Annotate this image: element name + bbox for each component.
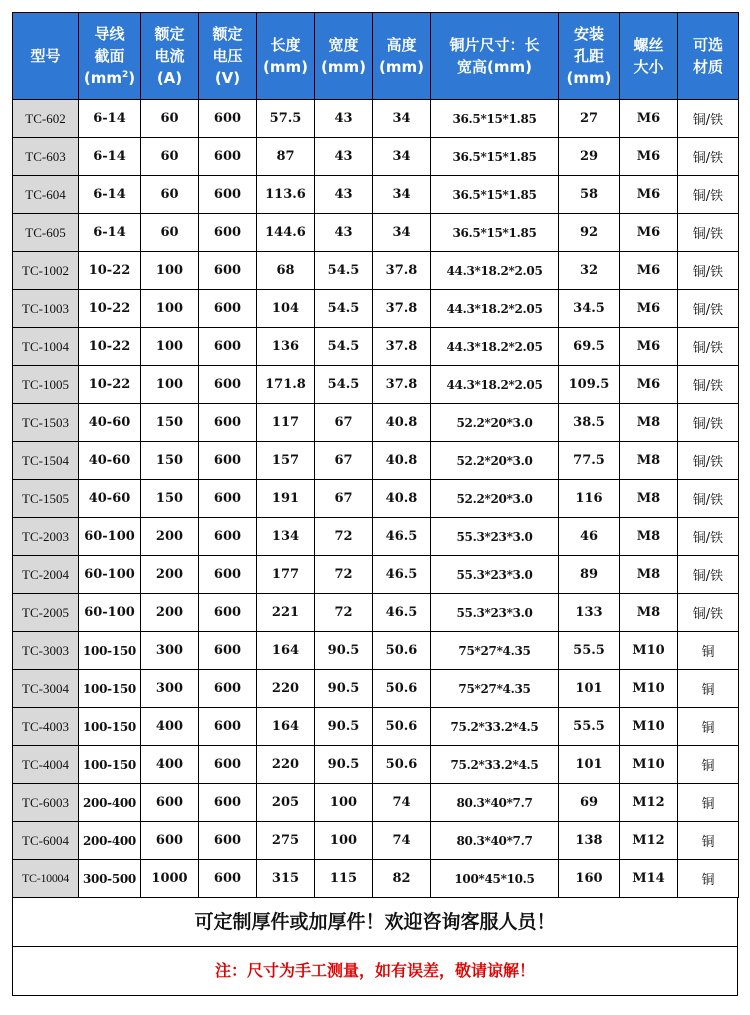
table-row — [13, 366, 739, 404]
mounting-pitch-cell: 27 — [559, 100, 620, 138]
rated-voltage-cell: 600 — [199, 746, 257, 784]
table-row — [13, 708, 739, 746]
model-cell: TC-10004 — [13, 860, 79, 898]
height-cell: 34 — [373, 100, 431, 138]
rated-current-cell: 100 — [141, 366, 199, 404]
table-row — [13, 860, 739, 898]
header-length: 长度 (mm) — [257, 13, 315, 100]
material-cell: 铜/铁 — [678, 404, 739, 442]
rated-voltage-cell: 600 — [199, 442, 257, 480]
copper-size-cell: 52.2*20*3.0 — [431, 442, 559, 480]
model-cell: TC-3004 — [13, 670, 79, 708]
material-cell: 铜/铁 — [678, 214, 739, 252]
screw-size-cell: M6 — [620, 100, 678, 138]
length-cell: 117 — [257, 404, 315, 442]
model-cell: TC-1002 — [13, 252, 79, 290]
table-row — [13, 442, 739, 480]
width-cell: 90.5 — [315, 632, 373, 670]
height-cell: 50.6 — [373, 746, 431, 784]
length-cell: 171.8 — [257, 366, 315, 404]
screw-size-cell: M8 — [620, 518, 678, 556]
mounting-pitch-cell: 46 — [559, 518, 620, 556]
model-cell: TC-4004 — [13, 746, 79, 784]
width-cell: 90.5 — [315, 670, 373, 708]
material-cell: 铜/铁 — [678, 138, 739, 176]
table-row — [13, 176, 739, 214]
model-cell: TC-604 — [13, 176, 79, 214]
height-cell: 40.8 — [373, 404, 431, 442]
screw-size-cell: M14 — [620, 860, 678, 898]
screw-size-cell: M8 — [620, 480, 678, 518]
mounting-pitch-cell: 77.5 — [559, 442, 620, 480]
screw-size-cell: M10 — [620, 746, 678, 784]
length-cell: 315 — [257, 860, 315, 898]
length-cell: 220 — [257, 746, 315, 784]
copper-size-cell: 44.3*18.2*2.05 — [431, 328, 559, 366]
table-header — [13, 13, 739, 100]
copper-size-cell: 44.3*18.2*2.05 — [431, 366, 559, 404]
mounting-pitch-cell: 69.5 — [559, 328, 620, 366]
mounting-pitch-cell: 32 — [559, 252, 620, 290]
material-cell: 铜/铁 — [678, 518, 739, 556]
wire-section-cell: 6-14 — [79, 214, 141, 252]
model-cell: TC-4003 — [13, 708, 79, 746]
screw-size-cell: M8 — [620, 404, 678, 442]
rated-voltage-cell: 600 — [199, 328, 257, 366]
model-cell: TC-602 — [13, 100, 79, 138]
copper-size-cell: 55.3*23*3.0 — [431, 518, 559, 556]
wire-section-cell: 200-400 — [79, 822, 141, 860]
spec-sheet — [12, 12, 738, 996]
length-cell: 57.5 — [257, 100, 315, 138]
length-cell: 221 — [257, 594, 315, 632]
table-row — [13, 138, 739, 176]
rated-voltage-cell: 600 — [199, 632, 257, 670]
terminal-block-spec-table — [12, 12, 739, 898]
header-rated-voltage: 额定 电压 (V) — [199, 13, 257, 100]
rated-voltage-cell: 600 — [199, 214, 257, 252]
header-copper-size: 铜片尺寸：长 宽高(mm) — [431, 13, 559, 100]
screw-size-cell: M6 — [620, 366, 678, 404]
header-screw-size: 螺丝 大小 — [620, 13, 678, 100]
mounting-pitch-cell: 133 — [559, 594, 620, 632]
wire-section-cell: 100-150 — [79, 632, 141, 670]
width-cell: 100 — [315, 822, 373, 860]
rated-current-cell: 150 — [141, 442, 199, 480]
copper-size-cell: 100*45*10.5 — [431, 860, 559, 898]
copper-size-cell: 80.3*40*7.7 — [431, 822, 559, 860]
table-body — [13, 100, 739, 898]
rated-voltage-cell: 600 — [199, 480, 257, 518]
rated-current-cell: 400 — [141, 708, 199, 746]
rated-current-cell: 1000 — [141, 860, 199, 898]
table-row — [13, 632, 739, 670]
table-row — [13, 404, 739, 442]
rated-current-cell: 200 — [141, 518, 199, 556]
width-cell: 43 — [315, 100, 373, 138]
table-row — [13, 594, 739, 632]
wire-section-cell: 10-22 — [79, 290, 141, 328]
screw-size-cell: M12 — [620, 784, 678, 822]
material-cell: 铜/铁 — [678, 290, 739, 328]
rated-voltage-cell: 600 — [199, 518, 257, 556]
model-cell: TC-1503 — [13, 404, 79, 442]
header-height: 高度 (mm) — [373, 13, 431, 100]
copper-size-cell: 55.3*23*3.0 — [431, 594, 559, 632]
height-cell: 50.6 — [373, 708, 431, 746]
copper-size-cell: 36.5*15*1.85 — [431, 100, 559, 138]
notes-box — [12, 898, 738, 996]
material-cell: 铜 — [678, 784, 739, 822]
material-cell: 铜/铁 — [678, 556, 739, 594]
mounting-pitch-cell: 89 — [559, 556, 620, 594]
table-row — [13, 746, 739, 784]
mounting-pitch-cell: 101 — [559, 746, 620, 784]
height-cell: 34 — [373, 214, 431, 252]
wire-section-cell: 200-400 — [79, 784, 141, 822]
length-cell: 113.6 — [257, 176, 315, 214]
mounting-pitch-cell: 55.5 — [559, 632, 620, 670]
copper-size-cell: 55.3*23*3.0 — [431, 556, 559, 594]
copper-size-cell: 75.2*33.2*4.5 — [431, 746, 559, 784]
screw-size-cell: M6 — [620, 328, 678, 366]
screw-size-cell: M6 — [620, 138, 678, 176]
header-row — [13, 13, 739, 100]
copper-size-cell: 52.2*20*3.0 — [431, 404, 559, 442]
model-cell: TC-603 — [13, 138, 79, 176]
wire-section-cell: 300-500 — [79, 860, 141, 898]
height-cell: 34 — [373, 138, 431, 176]
width-cell: 43 — [315, 176, 373, 214]
model-cell: TC-6003 — [13, 784, 79, 822]
model-cell: TC-2004 — [13, 556, 79, 594]
material-cell: 铜/铁 — [678, 594, 739, 632]
height-cell: 37.8 — [373, 366, 431, 404]
screw-size-cell: M8 — [620, 442, 678, 480]
screw-size-cell: M10 — [620, 632, 678, 670]
screw-size-cell: M6 — [620, 290, 678, 328]
height-cell: 82 — [373, 860, 431, 898]
material-cell: 铜 — [678, 632, 739, 670]
width-cell: 90.5 — [315, 708, 373, 746]
copper-size-cell: 75*27*4.35 — [431, 632, 559, 670]
length-cell: 164 — [257, 708, 315, 746]
table-row — [13, 100, 739, 138]
height-cell: 34 — [373, 176, 431, 214]
table-row — [13, 822, 739, 860]
material-cell: 铜/铁 — [678, 328, 739, 366]
rated-voltage-cell: 600 — [199, 822, 257, 860]
model-cell: TC-1504 — [13, 442, 79, 480]
material-cell: 铜 — [678, 746, 739, 784]
wire-section-cell: 6-14 — [79, 176, 141, 214]
height-cell: 40.8 — [373, 480, 431, 518]
header-mounting-pitch: 安装 孔距 (mm) — [559, 13, 620, 100]
mounting-pitch-cell: 116 — [559, 480, 620, 518]
length-cell: 205 — [257, 784, 315, 822]
wire-section-cell: 40-60 — [79, 404, 141, 442]
copper-size-cell: 75.2*33.2*4.5 — [431, 708, 559, 746]
rated-current-cell: 100 — [141, 328, 199, 366]
model-cell: TC-2003 — [13, 518, 79, 556]
mounting-pitch-cell: 38.5 — [559, 404, 620, 442]
table-row — [13, 556, 739, 594]
wire-section-cell: 40-60 — [79, 442, 141, 480]
height-cell: 74 — [373, 784, 431, 822]
wire-section-cell: 10-22 — [79, 252, 141, 290]
customize-note: 可定制厚件或加厚件！欢迎咨询客服人员！ — [13, 898, 737, 947]
rated-current-cell: 60 — [141, 176, 199, 214]
mounting-pitch-cell: 101 — [559, 670, 620, 708]
material-cell: 铜 — [678, 860, 739, 898]
height-cell: 37.8 — [373, 252, 431, 290]
copper-size-cell: 80.3*40*7.7 — [431, 784, 559, 822]
screw-size-cell: M8 — [620, 594, 678, 632]
wire-section-cell: 100-150 — [79, 670, 141, 708]
table-row — [13, 480, 739, 518]
header-model: 型号 — [13, 13, 79, 100]
rated-voltage-cell: 600 — [199, 670, 257, 708]
length-cell: 275 — [257, 822, 315, 860]
length-cell: 136 — [257, 328, 315, 366]
rated-current-cell: 60 — [141, 214, 199, 252]
rated-current-cell: 150 — [141, 404, 199, 442]
width-cell: 54.5 — [315, 252, 373, 290]
model-cell: TC-1003 — [13, 290, 79, 328]
height-cell: 74 — [373, 822, 431, 860]
length-cell: 68 — [257, 252, 315, 290]
wire-section-cell: 60-100 — [79, 594, 141, 632]
table-row — [13, 784, 739, 822]
width-cell: 67 — [315, 404, 373, 442]
rated-current-cell: 150 — [141, 480, 199, 518]
rated-voltage-cell: 600 — [199, 556, 257, 594]
model-cell: TC-605 — [13, 214, 79, 252]
length-cell: 87 — [257, 138, 315, 176]
mounting-pitch-cell: 55.5 — [559, 708, 620, 746]
header-width: 宽度 (mm) — [315, 13, 373, 100]
mounting-pitch-cell: 138 — [559, 822, 620, 860]
material-cell: 铜/铁 — [678, 176, 739, 214]
screw-size-cell: M6 — [620, 214, 678, 252]
wire-section-cell: 6-14 — [79, 100, 141, 138]
width-cell: 54.5 — [315, 328, 373, 366]
length-cell: 144.6 — [257, 214, 315, 252]
length-cell: 104 — [257, 290, 315, 328]
width-cell: 72 — [315, 594, 373, 632]
width-cell: 43 — [315, 214, 373, 252]
material-cell: 铜/铁 — [678, 366, 739, 404]
table-row — [13, 518, 739, 556]
wire-section-cell: 60-100 — [79, 556, 141, 594]
rated-current-cell: 200 — [141, 594, 199, 632]
copper-size-cell: 44.3*18.2*2.05 — [431, 290, 559, 328]
wire-section-cell: 10-22 — [79, 366, 141, 404]
model-cell: TC-2005 — [13, 594, 79, 632]
width-cell: 72 — [315, 518, 373, 556]
screw-size-cell: M8 — [620, 556, 678, 594]
header-material: 可选 材质 — [678, 13, 739, 100]
length-cell: 220 — [257, 670, 315, 708]
material-cell: 铜 — [678, 822, 739, 860]
model-cell: TC-1505 — [13, 480, 79, 518]
material-cell: 铜/铁 — [678, 252, 739, 290]
mounting-pitch-cell: 160 — [559, 860, 620, 898]
width-cell: 67 — [315, 442, 373, 480]
height-cell: 37.8 — [373, 328, 431, 366]
table-row — [13, 290, 739, 328]
screw-size-cell: M12 — [620, 822, 678, 860]
height-cell: 46.5 — [373, 518, 431, 556]
width-cell: 90.5 — [315, 746, 373, 784]
copper-size-cell: 36.5*15*1.85 — [431, 214, 559, 252]
width-cell: 67 — [315, 480, 373, 518]
header-rated-current: 额定 电流 (A) — [141, 13, 199, 100]
wire-section-cell: 100-150 — [79, 708, 141, 746]
screw-size-cell: M6 — [620, 252, 678, 290]
screw-size-cell: M10 — [620, 708, 678, 746]
model-cell: TC-1004 — [13, 328, 79, 366]
table-row — [13, 670, 739, 708]
measurement-disclaimer: 注：尺寸为手工测量，如有误差，敬请谅解！ — [214, 961, 535, 980]
copper-size-cell: 52.2*20*3.0 — [431, 480, 559, 518]
height-cell: 46.5 — [373, 594, 431, 632]
rated-current-cell: 600 — [141, 822, 199, 860]
width-cell: 115 — [315, 860, 373, 898]
width-cell: 72 — [315, 556, 373, 594]
height-cell: 46.5 — [373, 556, 431, 594]
copper-size-cell: 44.3*18.2*2.05 — [431, 252, 559, 290]
rated-voltage-cell: 600 — [199, 290, 257, 328]
mounting-pitch-cell: 29 — [559, 138, 620, 176]
length-cell: 177 — [257, 556, 315, 594]
length-cell: 191 — [257, 480, 315, 518]
wire-section-cell: 100-150 — [79, 746, 141, 784]
rated-voltage-cell: 600 — [199, 138, 257, 176]
rated-current-cell: 60 — [141, 100, 199, 138]
table-row — [13, 328, 739, 366]
material-cell: 铜/铁 — [678, 100, 739, 138]
mounting-pitch-cell: 92 — [559, 214, 620, 252]
height-cell: 50.6 — [373, 632, 431, 670]
rated-voltage-cell: 600 — [199, 100, 257, 138]
length-cell: 134 — [257, 518, 315, 556]
wire-section-cell: 40-60 — [79, 480, 141, 518]
material-cell: 铜 — [678, 670, 739, 708]
rated-current-cell: 60 — [141, 138, 199, 176]
mounting-pitch-cell: 109.5 — [559, 366, 620, 404]
material-cell: 铜 — [678, 708, 739, 746]
rated-current-cell: 200 — [141, 556, 199, 594]
material-cell: 铜/铁 — [678, 442, 739, 480]
height-cell: 37.8 — [373, 290, 431, 328]
rated-current-cell: 100 — [141, 290, 199, 328]
height-cell: 40.8 — [373, 442, 431, 480]
header-wire-section: 导线 截面 $(mm^2)$ — [79, 13, 141, 100]
mounting-pitch-cell: 58 — [559, 176, 620, 214]
width-cell: 54.5 — [315, 290, 373, 328]
rated-voltage-cell: 600 — [199, 252, 257, 290]
wire-section-cell: 10-22 — [79, 328, 141, 366]
screw-size-cell: M10 — [620, 670, 678, 708]
table-row — [13, 252, 739, 290]
rated-voltage-cell: 600 — [199, 860, 257, 898]
length-cell: 164 — [257, 632, 315, 670]
model-cell: TC-3003 — [13, 632, 79, 670]
rated-current-cell: 400 — [141, 746, 199, 784]
material-cell: 铜/铁 — [678, 480, 739, 518]
copper-size-cell: 36.5*15*1.85 — [431, 176, 559, 214]
width-cell: 43 — [315, 138, 373, 176]
mounting-pitch-cell: 34.5 — [559, 290, 620, 328]
length-cell: 157 — [257, 442, 315, 480]
wire-section-cell: 6-14 — [79, 138, 141, 176]
rated-current-cell: 300 — [141, 632, 199, 670]
rated-current-cell: 600 — [141, 784, 199, 822]
rated-voltage-cell: 600 — [199, 784, 257, 822]
rated-voltage-cell: 600 — [199, 708, 257, 746]
wire-section-cell: 60-100 — [79, 518, 141, 556]
mounting-pitch-cell: 69 — [559, 784, 620, 822]
width-cell: 100 — [315, 784, 373, 822]
model-cell: TC-6004 — [13, 822, 79, 860]
rated-current-cell: 100 — [141, 252, 199, 290]
width-cell: 54.5 — [315, 366, 373, 404]
table-row — [13, 214, 739, 252]
screw-size-cell: M6 — [620, 176, 678, 214]
copper-size-cell: 75*27*4.35 — [431, 670, 559, 708]
rated-current-cell: 300 — [141, 670, 199, 708]
rated-voltage-cell: 600 — [199, 594, 257, 632]
rated-voltage-cell: 600 — [199, 404, 257, 442]
height-cell: 50.6 — [373, 670, 431, 708]
model-cell: TC-1005 — [13, 366, 79, 404]
rated-voltage-cell: 600 — [199, 176, 257, 214]
rated-voltage-cell: 600 — [199, 366, 257, 404]
copper-size-cell: 36.5*15*1.85 — [431, 138, 559, 176]
